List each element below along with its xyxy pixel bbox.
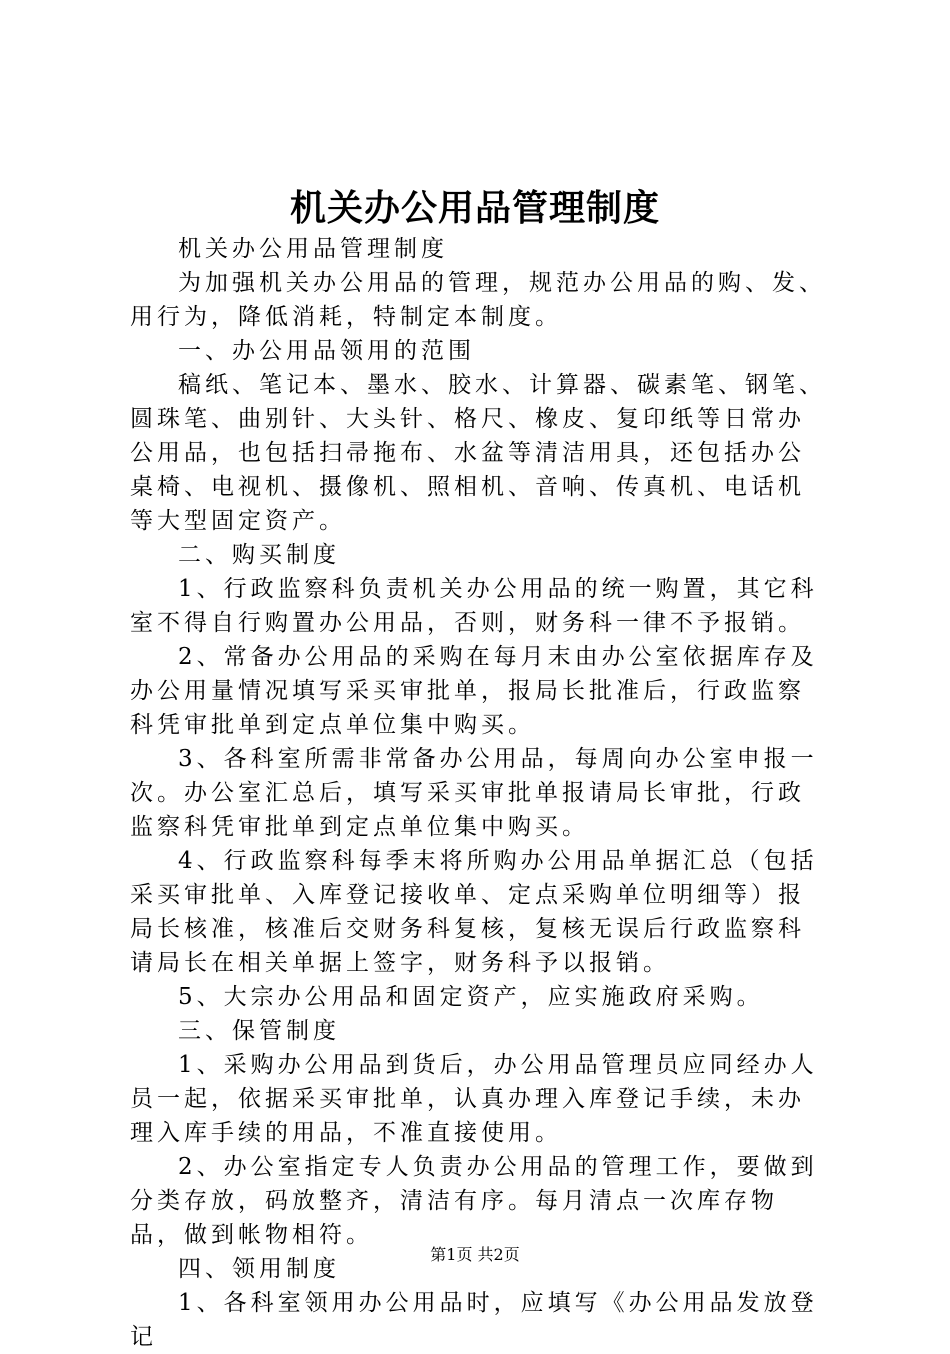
section-heading-usage: 四、领用制度	[178, 1256, 340, 1282]
paragraph-purchase-3: 3、各科室所需非常备办公用品，每周向办公室申报一次。办公室汇总后，填写采买审批单报请局长审批，行政监察科凭审批单到定点单位集中购买。	[130, 746, 818, 840]
paragraph-scope-items: 稿纸、笔记本、墨水、胶水、计算器、碳素笔、钢笔、圆珠笔、曲别针、大头针、格尺、橡皮、复印纸等日常办公用品，也包括扫帚拖布、水盆等清洁用具，还包括办公桌椅、电视机、摄像机、照相机、音响、传真机、电话机等大型固定资产。	[130, 372, 826, 534]
section-heading-purchase: 二、购买制度	[178, 542, 340, 568]
paragraph-doc-heading: 机关办公用品管理制度	[178, 236, 448, 262]
document-body	[130, 232, 830, 1354]
paragraph-usage-1: 1、各科室领用办公用品时，应填写《办公用品发放登记	[130, 1290, 818, 1350]
document-title: 机关办公用品管理制度	[289, 187, 660, 229]
paragraph-purchase-5: 5、大宗办公用品和固定资产，应实施政府采购。	[178, 984, 764, 1010]
paragraph-storage-1: 1、采购办公用品到货后，办公用品管理员应同经办人员一起，依据采买审批单，认真办理入库登记手续，未办理入库手续的用品，不准直接使用。	[130, 1052, 818, 1146]
section-heading-storage: 三、保管制度	[178, 1018, 340, 1044]
paragraph-purchase-1: 1、行政监察科负责机关办公用品的统一购置，其它科室不得自行购置办公用品，否则，财务科一律不予报销。	[130, 576, 818, 636]
paragraph-purchase-4: 4、行政监察科每季末将所购办公用品单据汇总（包括采买审批单、入库登记接收单、定点采购单位明细等）报局长核准，核准后交财务科复核，复核无误后行政监察科请局长在相关单据上签字，财务科予以报销。	[130, 848, 818, 976]
paragraph-purpose: 为加强机关办公用品的管理，规范办公用品的购、发、用行为，降低消耗，特制定本制度。	[130, 270, 826, 330]
page-footer: 第1页 共2页	[430, 1245, 520, 1264]
section-heading-scope: 一、办公用品领用的范围	[178, 338, 475, 364]
paragraph-storage-2: 2、办公室指定专人负责办公用品的管理工作，要做到分类存放，码放整齐，清洁有序。每月清点一次库存物品，做到帐物相符。	[130, 1154, 818, 1248]
paragraph-purchase-2: 2、常备办公用品的采购在每月末由办公室依据库存及办公用量情况填写采买审批单，报局长批准后，行政监察科凭审批单到定点单位集中购买。	[130, 644, 818, 738]
